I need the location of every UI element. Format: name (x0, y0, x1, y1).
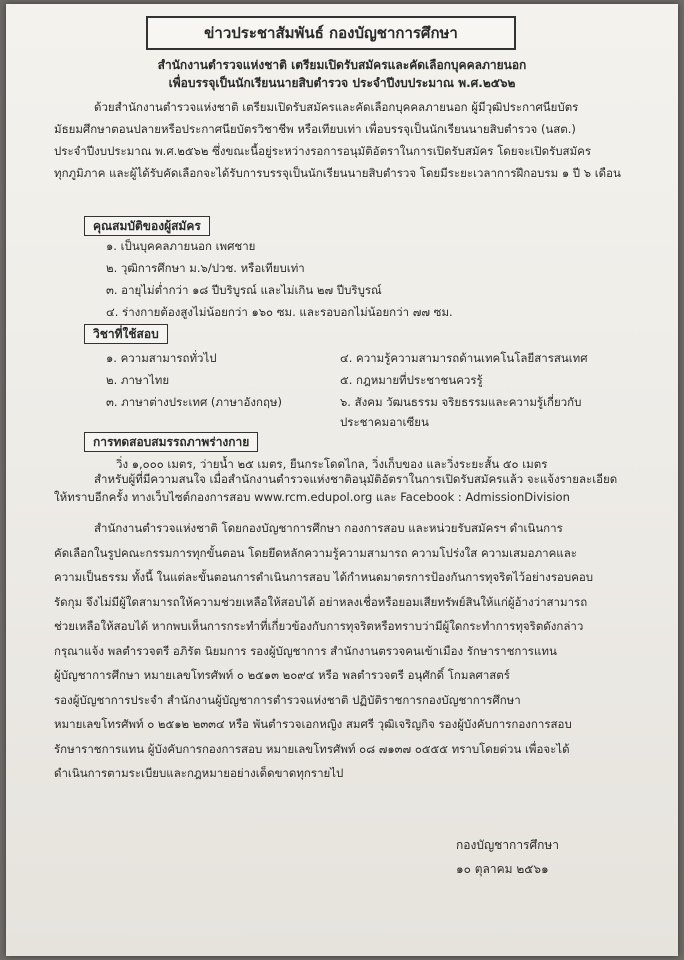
subtitle-line-2: เพื่อบรรจุเป็นนักเรียนนายสิบตำรวจ ประจำปีงบประมาณ พ.ศ.๒๕๖๒ (168, 76, 516, 90)
body-line: กรุณาแจ้ง พลตำรวจตรี อภิรัต นิยมการ รองผู้บัญชาการ สำนักงานตรวจคนเข้าเมือง รักษาราชการแทน (54, 643, 557, 658)
subjects-heading: วิชาที่ใช้สอบ (84, 324, 168, 344)
subject-item: ประชาคมอาเซียน (340, 415, 429, 429)
document-page (6, 4, 678, 956)
body-line: สำนักงานตำรวจแห่งชาติ โดยกองบัญชาการศึกษา กองการสอบ และหน่วยรับสมัครฯ ดำเนินการ (94, 521, 563, 535)
fitness-heading: การทดสอบสมรรถภาพร่างกาย (84, 432, 258, 452)
subject-item: ๑. ความสามารถทั่วไป (106, 351, 217, 365)
subtitle-line-1: สำนักงานตำรวจแห่งชาติ เตรียมเปิดรับสมัครและคัดเลือกบุคคลภายนอก (157, 58, 527, 72)
body-line: ผู้บัญชาการศึกษา หมายเลขโทรศัพท์ ๐ ๒๕๑๓ ๒๐๙๔ หรือ พลตำรวจตรี อนุศักดิ์ โกมลศาสตร์ (54, 668, 510, 682)
intro-line: ทุกภูมิภาค และผู้ได้รับคัดเลือกจะได้รับการบรรจุเป็นนักเรียนนายสิบตำรวจ โดยมีระยะเวลาการฝึกอบรม ๑ ปี ๖ เดือน (54, 166, 621, 180)
interest-paragraph (54, 470, 644, 506)
qualification-item: ๔. ร่างกายต้องสูงไม่น้อยกว่า ๑๖๐ ซม. และรอบอกไม่น้อยกว่า ๗๗ ซม. (106, 305, 453, 319)
interest-line: ให้ทราบอีกครั้ง ทางเว็บไซต์กองการสอบ www.rcm.edupol.org และ Facebook : AdmissionDivision (54, 490, 570, 504)
qualifications-heading: คุณสมบัติของผู้สมัคร (84, 216, 210, 236)
body-line: ช่วยเหลือให้สอบได้ หากพบเห็นการกระทำที่เกี่ยวข้องกับการทุจริตหรือทราบว่ามีผู้ใดกระทำการทุจริตดังกล่าว (54, 619, 584, 633)
qualification-item: ๑. เป็นบุคคลภายนอก เพศชาย (106, 239, 256, 253)
interest-line: สำหรับผู้ที่มีความสนใจ เมื่อสำนักงานตำรวจแห่งชาติอนุมัติอัตราในการเปิดรับสมัครแล้ว จะแจ้งรายละเอียด (94, 472, 618, 486)
subject-item: ๖. สังคม วัฒนธรรม จริยธรรมและความรู้เกี่ยวกับ (340, 395, 582, 409)
subject-item: ๔. ความรู้ความสามารถด้านเทคโนโลยีสารสนเทศ (340, 351, 588, 365)
fitness-tests: วิ่ง ๑,๐๐๐ เมตร, ว่ายน้ำ ๒๕ เมตร, ยืนกระโดดไกล, วิ่งเก็บของ และวิ่งระยะสั้น ๕๐ เมตร (116, 457, 548, 471)
body-line: หมายเลขโทรศัพท์ ๐ ๒๕๑๒ ๒๓๓๔ หรือ พันตำรวจเอกหญิง สมศรี วุฒิเจริญกิจ รองผู้บังคับการกองการสอบ (54, 717, 572, 731)
document-title: ข่าวประชาสัมพันธ์ กองบัญชาการศึกษา (146, 16, 516, 50)
body-line: รัดกุม จึงไม่มีผู้ใดสามารถให้ความช่วยเหลือให้สอบได้ อย่าหลงเชื่อหรือยอมเสียทรัพย์สินให้แก่ผู้อ้างว่าสามารถ (54, 594, 588, 609)
qualification-item: ๒. วุฒิการศึกษา ม.๖/ปวช. หรือเทียบเท่า (106, 261, 305, 275)
intro-line: ประจำปีงบประมาณ พ.ศ.๒๕๖๒ ซึ่งขณะนี้อยู่ระหว่างรอการอนุมัติอัตราในการเปิดรับสมัคร โดยจะเปิดรับสมัคร (54, 144, 592, 158)
intro-line: ด้วยสำนักงานตำรวจแห่งชาติ เตรียมเปิดรับสมัครและคัดเลือกบุคคลภายนอก ผู้มีวุฒิประกาศนียบัตร (94, 100, 579, 114)
body-line: รองผู้บัญชาการประจำ สำนักงานผู้บัญชาการตำรวจแห่งชาติ ปฏิบัติราชการกองบัญชาการศึกษา (54, 692, 521, 707)
body-line: ดำเนินการตามระเบียบและกฎหมายอย่างเด็ดขาดทุกรายไป (54, 766, 344, 780)
body-paragraph (54, 516, 644, 786)
signature-org: กองบัญชาการศึกษา (456, 838, 560, 852)
body-line: คัดเลือกในรูปคณะกรรมการทุกขั้นตอน โดยยึดหลักความรู้ความสามารถ ความโปร่งใส ความเสมอภาคและ (54, 545, 577, 560)
subject-item: ๕. กฎหมายที่ประชาชนควรรู้ (340, 373, 483, 387)
intro-paragraph (54, 96, 644, 184)
intro-line: มัธยมศึกษาตอนปลายหรือประกาศนียบัตรวิชาชีพ หรือเทียบเท่า เพื่อบรรจุเป็นนักเรียนนายสิบตำรวจ (นสต.) (54, 122, 576, 136)
body-line: รักษาราชการแทน ผู้บังคับการกองการสอบ หมายเลขโทรศัพท์ ๐๘ ๗๑๓๗ ๐๕๕๕ ทราบโดยด่วน เพื่อจะได้ (54, 741, 570, 756)
body-line: ความเป็นธรรม ทั้งนี้ ในแต่ละขั้นตอนการดำเนินการสอบ ได้กำหนดมาตรการป้องกันการทุจริตไว้อย่างรอบคอบ (54, 570, 594, 584)
subject-item: ๓. ภาษาต่างประเทศ (ภาษาอังกฤษ) (106, 395, 282, 409)
subject-item: ๒. ภาษาไทย (106, 373, 170, 387)
signature-date: ๑๐ ตุลาคม ๒๕๖๑ (456, 862, 549, 876)
qualification-item: ๓. อายุไม่ต่ำกว่า ๑๘ ปีบริบูรณ์ และไม่เกิน ๒๗ ปีบริบูรณ์ (106, 283, 382, 297)
